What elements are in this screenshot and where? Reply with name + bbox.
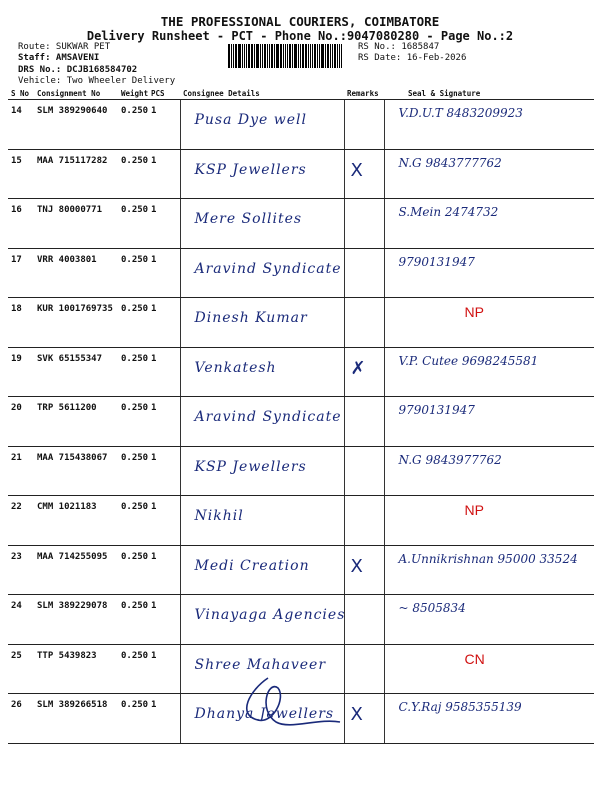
cell-sno [8, 149, 34, 199]
cell-pcs [148, 298, 180, 348]
cell-weight [118, 446, 148, 496]
barcode-bar [242, 44, 243, 68]
cell-consignee-text: Aravind Syndicate [194, 260, 342, 277]
cell-consignment-no [34, 298, 118, 348]
cell-signature-text: ~ 8505834 [398, 601, 466, 615]
cell-consignee-text: Shree Mahaveer [194, 656, 327, 673]
barcode-bar [302, 44, 304, 68]
barcode-bar [260, 44, 261, 68]
cell-remarks [344, 199, 384, 249]
cell-weight-text: 0.250 [121, 452, 149, 463]
cell-pcs-text: 1 [151, 403, 157, 413]
cell-weight [118, 545, 148, 595]
barcode-bar [305, 44, 307, 68]
cell-consignment-no [34, 496, 118, 546]
cell-consignee [180, 397, 344, 447]
cell-weight [118, 595, 148, 645]
cell-signature [384, 446, 594, 496]
cell-consignment-no-text: KUR 1001769735 [37, 304, 113, 314]
cell-consignee-text: KSP Jewellers [194, 161, 307, 178]
cell-signature [384, 100, 594, 150]
barcode-bar [233, 44, 234, 68]
header-pcs: PCS [148, 88, 180, 100]
cell-signature-text: V.D.U.T 8483209923 [398, 106, 523, 120]
barcode-bar [276, 44, 279, 68]
cell-signature-text: V.P. Cutee 9698245581 [398, 353, 539, 368]
table-row [8, 298, 594, 348]
barcode-bar [254, 44, 255, 68]
vehicle-text: Vehicle: Two Wheeler Delivery [18, 76, 176, 86]
cell-consignee-text: Mere Sollites [194, 211, 303, 227]
cell-sno [8, 298, 34, 348]
table-row [8, 397, 594, 447]
cell-weight-text: 0.250 [121, 106, 149, 116]
cell-signature [384, 545, 594, 595]
runsheet-subtitle: Delivery Runsheet - PCT - Phone No.:9047080280 - Page No.:2 [86, 29, 514, 43]
barcode-bar [287, 44, 288, 68]
cell-pcs-text: 1 [151, 551, 157, 562]
cell-consignment-no [34, 595, 118, 645]
cell-consignment-no [34, 100, 118, 150]
cell-consignee-text: KSP Jewellers [194, 458, 307, 475]
cell-weight [118, 694, 148, 744]
cell-consignment-no [34, 545, 118, 595]
cell-consignment-no-text: TRP 5611200 [37, 403, 97, 413]
cell-sno [8, 545, 34, 595]
cell-consignee [180, 496, 344, 546]
table-row [8, 100, 594, 150]
cell-weight [118, 347, 148, 397]
cell-signature [384, 694, 594, 744]
cell-weight [118, 644, 148, 694]
cell-sno-text: 14 [11, 106, 22, 116]
cell-consignment-no [34, 347, 118, 397]
barcode-bar [339, 44, 340, 68]
cell-sno [8, 496, 34, 546]
cell-consignment-no [34, 149, 118, 199]
cell-signature-text: N.G 9843777762 [398, 155, 502, 170]
company-title: THE PROFESSIONAL COURIERS, COIMBATORE [160, 14, 440, 29]
cell-weight [118, 149, 148, 199]
cell-consignment-no-text: TTP 5439823 [37, 650, 97, 661]
cell-pcs-text: 1 [151, 700, 157, 710]
barcode-bar [271, 44, 273, 68]
cell-consignment-no-text: MAA 715117282 [37, 155, 108, 166]
cell-consignee-text: Nikhil [194, 508, 244, 524]
cell-weight-text: 0.250 [121, 700, 149, 710]
cell-signature-text: 9790131947 [398, 254, 475, 269]
cell-remarks [344, 496, 384, 546]
cell-pcs-text: 1 [151, 254, 157, 265]
cell-weight-text: 0.250 [121, 254, 149, 265]
cell-weight-text: 0.250 [121, 304, 149, 314]
barcode-bar [341, 44, 342, 68]
cell-signature [384, 595, 594, 645]
cell-pcs-text: 1 [151, 650, 157, 661]
cell-pcs-text: 1 [151, 502, 157, 512]
header-remarks: Remarks [344, 88, 384, 100]
cell-weight [118, 496, 148, 546]
cell-remarks [344, 446, 384, 496]
cell-pcs-text: 1 [151, 601, 157, 611]
barcode-bar [269, 44, 270, 68]
cell-sno-text: 23 [11, 551, 22, 562]
cell-remarks [344, 595, 384, 645]
cell-sno [8, 100, 34, 150]
cell-consignment-no-text: VRR 4003801 [37, 254, 97, 265]
cell-remarks-text: X [350, 704, 363, 725]
cell-signature [384, 248, 594, 298]
cell-consignee-text: Medi Creation [194, 557, 310, 574]
cell-signature [384, 149, 594, 199]
barcode-bar [319, 44, 320, 68]
cell-consignee [180, 199, 344, 249]
cell-consignee [180, 595, 344, 645]
cell-signature-text: 9790131947 [398, 403, 475, 417]
cell-weight-text: 0.250 [121, 353, 149, 364]
cell-consignee [180, 298, 344, 348]
cell-weight [118, 100, 148, 150]
cell-remarks [344, 248, 384, 298]
barcode-bar [238, 44, 241, 68]
cell-sno [8, 347, 34, 397]
barcode-bar [264, 44, 266, 68]
cell-consignee [180, 446, 344, 496]
cell-remarks [344, 644, 384, 694]
rs-number: RS No.: 1685847 [358, 42, 440, 52]
cell-signature [384, 347, 594, 397]
cell-sno-text: 26 [11, 700, 22, 710]
barcode-bar [337, 44, 338, 68]
runsheet-table [8, 88, 594, 744]
cell-sno-text: 17 [11, 254, 22, 265]
barcode-bar [332, 44, 333, 68]
barcode-bar [294, 44, 297, 68]
cell-pcs-text: 1 [151, 353, 157, 364]
barcode-bar [256, 44, 259, 68]
cell-signature [384, 199, 594, 249]
cell-signature-text: CN [464, 650, 485, 667]
barcode-bar [280, 44, 282, 68]
cell-signature-text: C.Y.Raj 9585355139 [398, 700, 522, 714]
table-row [8, 347, 594, 397]
barcode-bar [235, 44, 237, 68]
cell-sno-text: 18 [11, 304, 22, 314]
cell-sno-text: 21 [11, 452, 22, 463]
cell-remarks [344, 149, 384, 199]
cell-consignment-no-text: TNJ 80000771 [37, 205, 103, 215]
cell-remarks [344, 545, 384, 595]
cell-remarks-text: ✗ [350, 357, 366, 379]
cell-weight-text: 0.250 [121, 205, 149, 215]
cell-signature-text: S.Mein 2474732 [398, 205, 499, 219]
cell-consignment-no-text: SVK 65155347 [37, 353, 103, 364]
barcode-bar [244, 44, 245, 68]
cell-consignment-no [34, 694, 118, 744]
barcode-bar [289, 44, 291, 68]
table-row [8, 149, 594, 199]
cell-remarks [344, 100, 384, 150]
cell-remarks [344, 694, 384, 744]
cell-consignee-text: Vinayaga Agencies [194, 607, 346, 623]
cell-pcs [148, 595, 180, 645]
cell-weight-text: 0.250 [121, 601, 149, 611]
cell-remarks-text: X [350, 159, 363, 181]
cell-consignment-no-text: SLM 389229078 [37, 601, 108, 611]
barcode-bar [314, 44, 316, 68]
cell-pcs [148, 100, 180, 150]
table-row [8, 446, 594, 496]
cell-signature [384, 298, 594, 348]
cell-pcs [148, 446, 180, 496]
cell-pcs [148, 347, 180, 397]
cell-pcs-text: 1 [151, 106, 157, 116]
cell-pcs-text: 1 [151, 304, 157, 314]
cell-sno-text: 15 [11, 155, 22, 166]
cell-weight-text: 0.250 [121, 650, 149, 661]
cell-consignee [180, 149, 344, 199]
table-row [8, 496, 594, 546]
cell-sno [8, 644, 34, 694]
header-weight: Weight [118, 88, 148, 100]
header-consignment: Consignment No [34, 88, 118, 100]
cell-sno-text: 16 [11, 205, 22, 215]
cell-remarks [344, 298, 384, 348]
cell-consignee [180, 100, 344, 150]
cell-pcs-text: 1 [151, 155, 157, 166]
cell-consignee [180, 545, 344, 595]
cell-consignment-no-text: MAA 714255095 [37, 551, 108, 562]
cell-consignment-no [34, 446, 118, 496]
cell-signature [384, 496, 594, 546]
barcode-bar [267, 44, 268, 68]
cell-sno [8, 595, 34, 645]
table-row [8, 248, 594, 298]
cell-pcs [148, 545, 180, 595]
barcode-bar [283, 44, 284, 68]
cell-pcs-text: 1 [151, 205, 157, 215]
cell-pcs-text: 1 [151, 452, 157, 463]
cell-pcs [148, 644, 180, 694]
cell-sno-text: 22 [11, 502, 22, 512]
header-consignee: Consignee Details [180, 88, 344, 100]
barcode-bar [228, 44, 230, 68]
cell-pcs [148, 248, 180, 298]
cell-weight-text: 0.250 [121, 502, 149, 512]
cell-weight [118, 248, 148, 298]
barcode-bar [325, 44, 326, 68]
cell-consignment-no [34, 248, 118, 298]
cell-pcs [148, 397, 180, 447]
cell-weight [118, 397, 148, 447]
barcode-bar [321, 44, 324, 68]
cell-consignee [180, 248, 344, 298]
cell-sno [8, 248, 34, 298]
cell-remarks-text: X [350, 555, 363, 577]
barcode-bar [308, 44, 309, 68]
cell-consignee-text: Aravind Syndicate [194, 409, 342, 425]
barcode-bar [285, 44, 286, 68]
header-signature: Seal & Signature [384, 88, 594, 100]
barcode-bar [300, 44, 301, 68]
barcode-bar [317, 44, 318, 68]
cell-sno-text: 20 [11, 403, 22, 413]
barcode-bar [274, 44, 275, 68]
cell-consignment-no-text: SLM 389266518 [37, 700, 108, 710]
cell-weight [118, 199, 148, 249]
table-row [8, 199, 594, 249]
header-sno: S No [8, 88, 34, 100]
cell-signature-text: NP [464, 304, 484, 320]
cell-consignment-no [34, 199, 118, 249]
cell-sno [8, 397, 34, 447]
cell-remarks [344, 347, 384, 397]
cell-signature [384, 644, 594, 694]
barcode-bar [334, 44, 336, 68]
cell-weight [118, 298, 148, 348]
drs-number: DRS No.: DCJB168584702 [18, 65, 138, 75]
cell-remarks [344, 397, 384, 447]
cell-consignee-text: Pusa Dye well [194, 112, 308, 128]
cell-consignee [180, 347, 344, 397]
cell-weight-text: 0.250 [121, 551, 149, 562]
barcode-bar [251, 44, 253, 68]
staff-text: Staff: AMSAVENI [18, 53, 100, 63]
cell-consignment-no-text: SLM 389290640 [37, 106, 108, 116]
table-row [8, 545, 594, 595]
barcode-bar [248, 44, 250, 68]
cell-consignee-text: Venkatesh [194, 359, 277, 376]
barcode-bar [310, 44, 311, 68]
handwritten-signature-icon [228, 670, 348, 730]
cell-signature-text: NP [464, 502, 484, 518]
cell-pcs [148, 199, 180, 249]
cell-consignment-no [34, 397, 118, 447]
barcode-bar [292, 44, 293, 68]
barcode-bar [246, 44, 247, 68]
table-header-row [8, 88, 594, 100]
rs-date: RS Date: 16-Feb-2026 [358, 53, 467, 63]
barcode-bar [231, 44, 232, 68]
barcode-bar [298, 44, 299, 68]
barcode-bar [327, 44, 329, 68]
cell-consignment-no [34, 644, 118, 694]
cell-signature-text: N.G 9843977762 [398, 452, 502, 467]
cell-sno-text: 25 [11, 650, 22, 661]
cell-pcs [148, 694, 180, 744]
cell-pcs [148, 149, 180, 199]
barcode-icon [228, 44, 352, 68]
cell-sno-text: 19 [11, 353, 22, 364]
barcode-bar [312, 44, 313, 68]
cell-sno-text: 24 [11, 601, 22, 611]
route-text: Route: SUKWAR PET [18, 42, 111, 52]
cell-consignee-text: Dhanya Jewellers [194, 706, 335, 722]
barcode-bar [330, 44, 331, 68]
cell-signature [384, 397, 594, 447]
cell-signature-text: A.Unnikrishnan 95000 33524 [398, 551, 578, 566]
cell-consignee-text: Dinesh Kumar [194, 310, 308, 326]
cell-consignment-no-text: CMM 1021183 [37, 502, 97, 512]
cell-weight-text: 0.250 [121, 403, 149, 413]
table-row [8, 595, 594, 645]
cell-weight-text: 0.250 [121, 155, 149, 166]
barcode-bar [262, 44, 263, 68]
cell-sno [8, 446, 34, 496]
cell-sno [8, 199, 34, 249]
cell-sno [8, 694, 34, 744]
cell-consignment-no-text: MAA 715438067 [37, 452, 108, 463]
cell-pcs [148, 496, 180, 546]
